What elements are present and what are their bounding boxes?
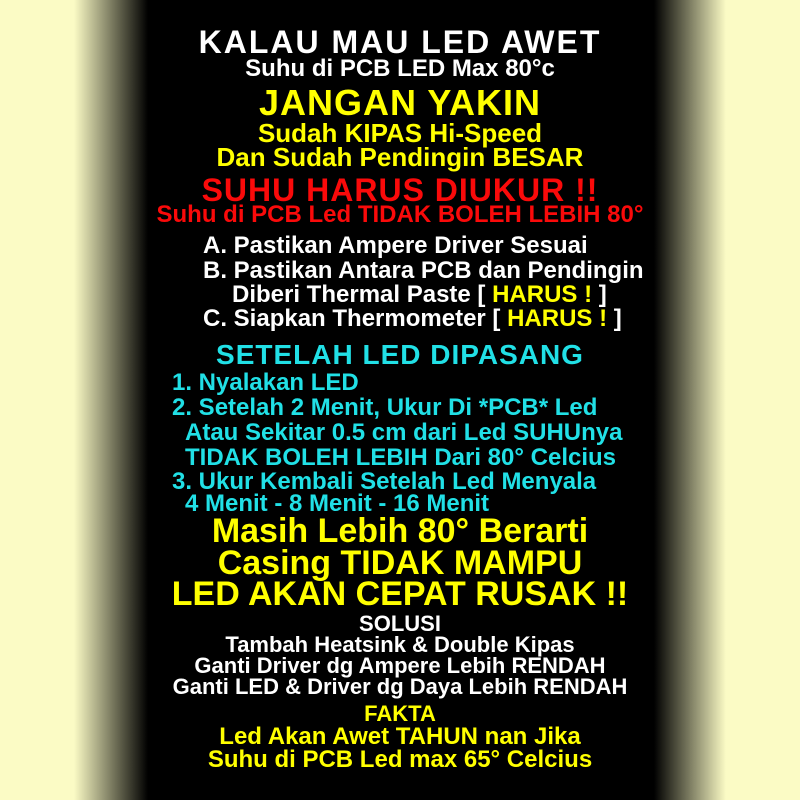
solution-headline: SOLUSI: [359, 611, 441, 636]
after-install-step: 3. Ukur Kembali Setelah Led Menyala: [172, 468, 597, 495]
item-b-cont-prefix: Diberi Thermal Paste [: [232, 281, 493, 308]
solution-item: Tambah Heatsink & Double Kipas: [225, 632, 575, 657]
doubt-headline: JANGAN YAKIN: [258, 82, 542, 123]
after-install-step: Atau Sekitar 0.5 cm dari Led SUHUnya: [185, 419, 623, 446]
after-install-step: 4 Menit - 8 Menit - 16 Menit: [185, 490, 490, 517]
item-c-prefix: C. Siapkan Thermometer [: [203, 305, 508, 332]
intro-subtitle: Suhu di PCB LED Max 80°c: [245, 55, 555, 82]
doubt-line-2: Dan Sudah Pendingin BESAR: [216, 142, 584, 172]
checklist-item-c: [203, 306, 622, 331]
after-install-step: 1. Nyalakan LED: [172, 369, 359, 396]
item-c-suffix: ]: [607, 305, 622, 332]
doubt-line-1: Sudah KIPAS Hi-Speed: [257, 118, 543, 148]
item-b-cont-suffix: ]: [592, 281, 607, 308]
harus-highlight: HARUS !: [492, 281, 593, 308]
after-install-headline: SETELAH LED DIPASANG: [216, 339, 584, 370]
measure-headline: SUHU HARUS DIUKUR !!: [201, 172, 599, 208]
after-install-step: 2. Setelah 2 Menit, Ukur Di *PCB* Led: [172, 394, 598, 421]
fact-headline: FAKTA: [364, 701, 436, 726]
fact-line-2: Suhu di PCB Led max 65° Celcius: [207, 746, 593, 773]
checklist-item-b-cont: [232, 282, 607, 307]
checklist-item-b: B. Pastikan Antara PCB dan Pendingin: [203, 257, 644, 284]
solution-item: Ganti LED & Driver dg Daya Lebih RENDAH: [172, 674, 628, 699]
checklist-item-a: A. Pastikan Ampere Driver Sesuai: [203, 232, 588, 259]
after-install-step: TIDAK BOLEH LEBIH Dari 80° Celcius: [185, 444, 617, 471]
fact-line-1: Led Akan Awet TAHUN nan Jika: [219, 723, 581, 750]
intro-title: KALAU MAU LED AWET: [198, 24, 602, 60]
verdict-line-1: Masih Lebih 80° Berarti: [211, 512, 589, 550]
verdict-line-3: LED AKAN CEPAT RUSAK !!: [171, 575, 629, 613]
solution-item: Ganti Driver dg Ampere Lebih RENDAH: [194, 653, 606, 678]
harus-highlight: HARUS !: [507, 305, 608, 332]
measure-subline: Suhu di PCB Led TIDAK BOLEH LEBIH 80°: [156, 201, 644, 228]
verdict-line-2: Casing TIDAK MAMPU: [217, 544, 583, 582]
